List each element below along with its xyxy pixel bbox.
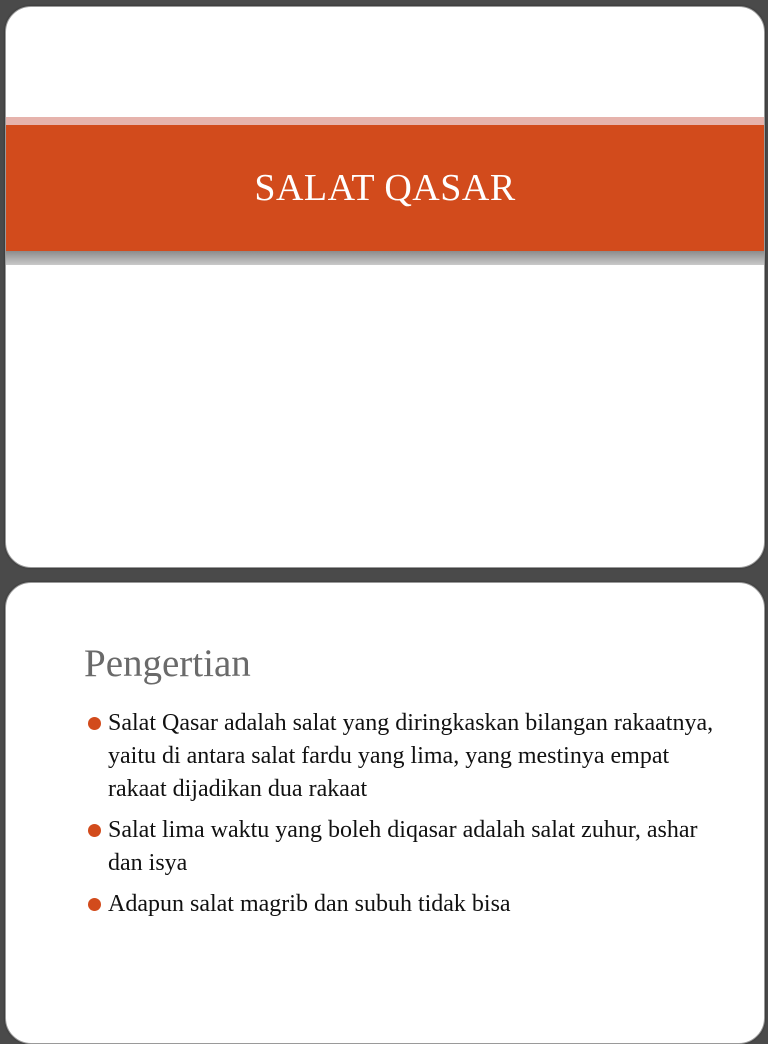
bullet-text: Salat lima waktu yang boleh diqasar adalah salat zuhur, ashar dan isya	[108, 817, 698, 876]
bullet-item	[86, 814, 726, 880]
bullet-dot-icon	[88, 898, 101, 911]
bullet-list	[86, 707, 726, 929]
slide-heading: Pengertian	[84, 642, 251, 685]
title-band-shadow	[6, 251, 764, 265]
bullet-dot-icon	[88, 717, 101, 730]
title-slide	[5, 6, 765, 568]
bullet-dot-icon	[88, 824, 101, 837]
slide-title: SALAT QASAR	[254, 167, 516, 209]
bullet-text: Adapun salat magrib dan subuh tidak bisa	[108, 891, 511, 917]
bullet-item	[86, 888, 726, 921]
bullet-item	[86, 707, 726, 806]
bullet-text: Salat Qasar adalah salat yang diringkaskan bilangan rakaatnya, yaitu di antara salat fardu yang lima, yang mestinya empat rakaat dijadikan dua rakaat	[108, 710, 714, 802]
content-slide	[5, 582, 765, 1044]
